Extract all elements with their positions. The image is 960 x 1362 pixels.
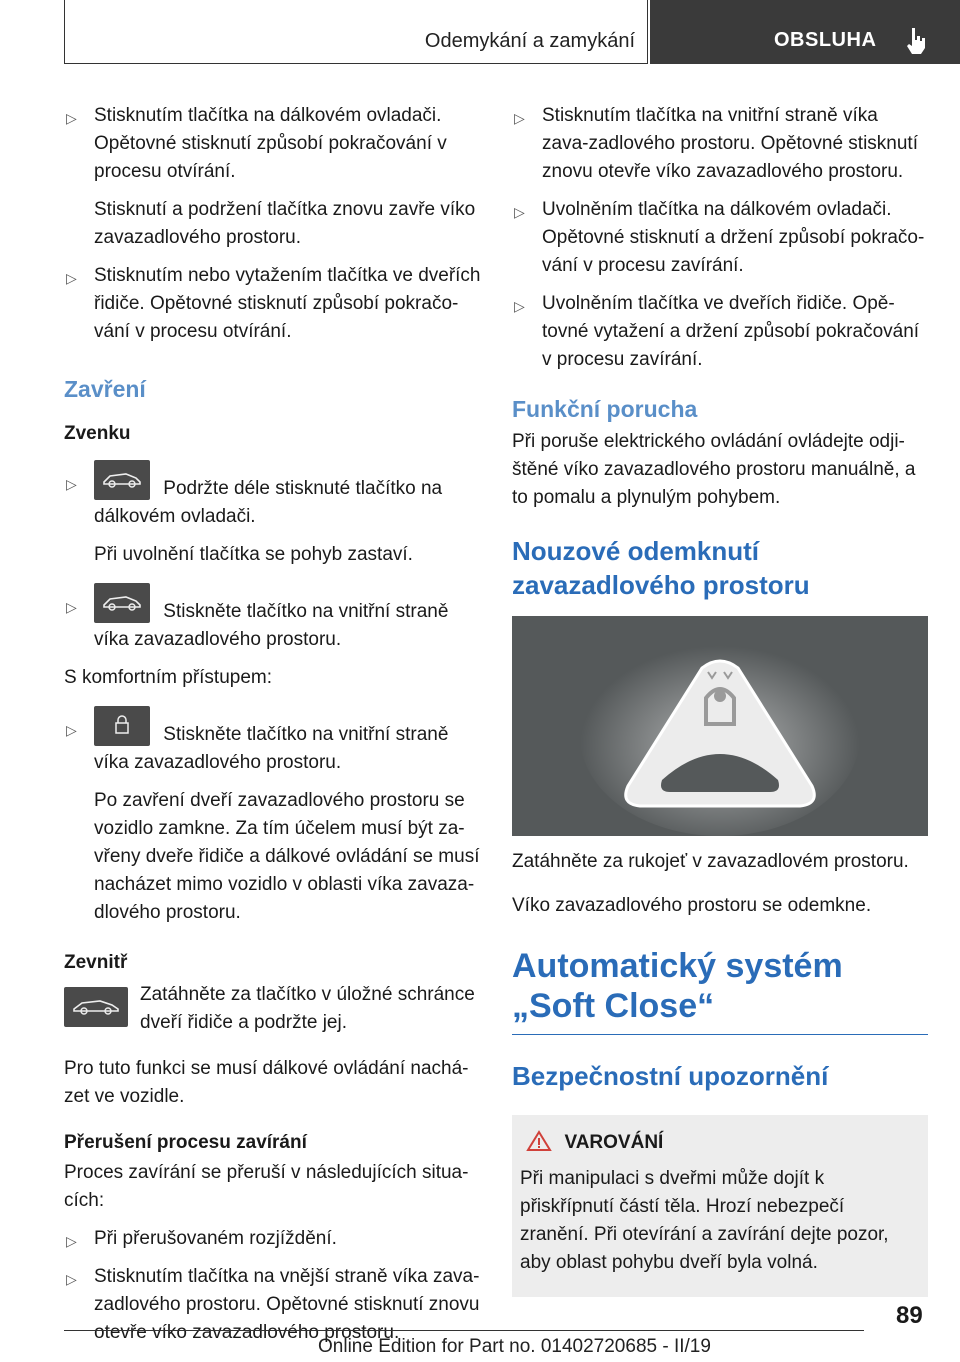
heading-nouzove: Nouzové odemknutí zavazadlového prostoru	[512, 536, 810, 600]
heading-zvenku: Zvenku	[64, 423, 131, 444]
heading-zavreni: Zavření	[64, 376, 146, 402]
list-item-text: Stisknutím tlačítka na vnitřní straně víka zava‐zadlového prostoru. Opětovné stisknutí znovu otevře víko zavazadlového prostoru.	[542, 105, 918, 182]
heading-preruseni: Přerušení procesu zavírání	[64, 1132, 307, 1153]
bullet-arrow-icon: ▷	[66, 1233, 77, 1249]
bullet-arrow-icon: ▷	[514, 298, 525, 314]
lock-button-icon	[94, 706, 150, 746]
list-item	[512, 102, 928, 186]
caption-2: Víko zavazadlového prostoru se odemkne.	[512, 895, 872, 916]
hand-pointer-icon	[902, 24, 930, 56]
footer-edition: Online Edition for Part no. 01402720685 - II/19	[318, 1336, 711, 1357]
paragraph-komfort: S komfortním přístupem:	[64, 667, 273, 688]
heading-soft-close: Automatický systém „Soft Close“	[512, 947, 843, 1025]
list-item-text: Uvolněním tlačítka ve dveřích řidiče. Opě‐tovné vytažení a držení způsobí pokračování v procesu zavírání.	[542, 293, 920, 370]
heading-porucha: Funkční porucha	[512, 396, 698, 422]
bullet-arrow-icon: ▷	[66, 1271, 77, 1287]
right-column	[512, 100, 928, 1297]
list-item	[512, 196, 928, 280]
list-item-text: Při přerušovaném rozjíždění.	[94, 1228, 337, 1249]
caption-1: Zatáhněte za rukojeť v zavazadlovém prostoru.	[512, 851, 909, 872]
trunk-car-button-icon	[64, 987, 128, 1027]
section-title: Odemykání a zamykání	[424, 30, 635, 52]
chapter-tab[interactable]	[650, 0, 960, 64]
warning-box	[512, 1115, 928, 1297]
zevnitr-text: Zatáhněte za tlačítko v úložné schránce dveří řidiče a podržte jej.	[140, 984, 475, 1033]
list-item-text: Stisknutím tlačítka na dálkovém ovladači. Opětovné stisknutí způsobí pokračování v procesu otvírání.	[94, 105, 447, 182]
list-item	[64, 460, 484, 531]
list-item	[64, 262, 484, 346]
trunk-car-button-icon	[94, 583, 150, 623]
list-item-text: Stiskněte tlačítko na vnitřní straně víka zavazadlového prostoru.	[94, 724, 449, 773]
list-item	[512, 290, 928, 374]
list-item-sub: Při uvolnění tlačítka se pohyb zastaví.	[94, 544, 413, 565]
bullet-arrow-icon: ▷	[66, 599, 77, 615]
list-item	[64, 1263, 484, 1347]
trunk-handle-photo	[512, 616, 928, 836]
paragraph-porucha: Při poruše elektrického ovládání ovládejte odji‐štěné víko zavazadlového prostoru manuálně, a to pomalu a plynulým pohybem.	[512, 431, 916, 508]
paragraph-pro-tuto: Pro tuto funkci se musí dálkové ovládání nachá‐zet ve vozidle.	[64, 1058, 469, 1107]
list-item	[64, 583, 484, 654]
bullet-arrow-icon: ▷	[66, 722, 77, 738]
header-frame	[64, 0, 648, 64]
warning-triangle-icon	[526, 1130, 552, 1152]
heading-rule	[512, 1034, 928, 1035]
list-item-sub: Po zavření dveří zavazadlového prostoru se vozidlo zamkne. Za tím účelem musí být za‐vřeny dveře řidiče a dálkové ovládání se musí nacházet mimo vozidlo v oblasti víka zavaza‐dlového prostoru.	[94, 790, 480, 923]
bullet-arrow-icon: ▷	[514, 204, 525, 220]
list-item-text: Stisknutím nebo vytažením tlačítka ve dveřích řidiče. Opětovné stisknutí způsobí pokračo‐vání v procesu otvírání.	[94, 265, 481, 342]
list-item	[64, 1225, 484, 1253]
paragraph-proces: Proces zavírání se přeruší v následujících situa‐cích:	[64, 1162, 469, 1211]
heading-zevnitr: Zevnitř	[64, 952, 128, 973]
warning-text: Při manipulaci s dveřmi může dojít k přiskřípnutí částí těla. Hrozí nebezpečí zranění. Při otevírání a zavírání dejte pozor, aby oblast pohybu dveří byla volná.	[520, 1168, 889, 1273]
page-number: 89	[896, 1302, 923, 1329]
trunk-release-handle-icon	[512, 616, 928, 836]
list-item-text: Uvolněním tlačítka na dálkovém ovladači. Opětovné stisknutí a držení způsobí pokračo‐vání v procesu zavírání.	[542, 199, 925, 276]
bullet-arrow-icon: ▷	[66, 476, 77, 492]
bullet-arrow-icon: ▷	[66, 110, 77, 126]
footer-rule	[64, 1330, 864, 1331]
heading-bezpecnost: Bezpečnostní upozornění	[512, 1061, 829, 1091]
chapter-tab-label: OBSLUHA	[774, 29, 877, 51]
list-item	[64, 102, 484, 186]
bullet-arrow-icon: ▷	[514, 110, 525, 126]
left-column	[64, 100, 484, 1347]
bullet-arrow-icon: ▷	[66, 270, 77, 286]
list-item-text: Podržte déle stisknuté tlačítko na dálkovém ovladači.	[94, 478, 443, 527]
zevnitr-row	[64, 981, 484, 1041]
list-item	[64, 706, 484, 777]
warning-title: VAROVÁNÍ	[564, 1132, 664, 1153]
list-item-text: Stisknutím tlačítka na vnější straně víka zava‐zadlového prostoru. Opětovné stisknutí znovu otevře víko zavazadlového prostoru.	[94, 1266, 480, 1343]
list-item-text: Stiskněte tlačítko na vnitřní straně víka zavazadlového prostoru.	[94, 601, 449, 650]
trunk-car-button-icon	[94, 460, 150, 500]
list-item-sub: Stisknutí a podržení tlačítka znovu zavře víko zavazadlového prostoru.	[94, 199, 476, 248]
warning-header	[520, 1129, 918, 1157]
